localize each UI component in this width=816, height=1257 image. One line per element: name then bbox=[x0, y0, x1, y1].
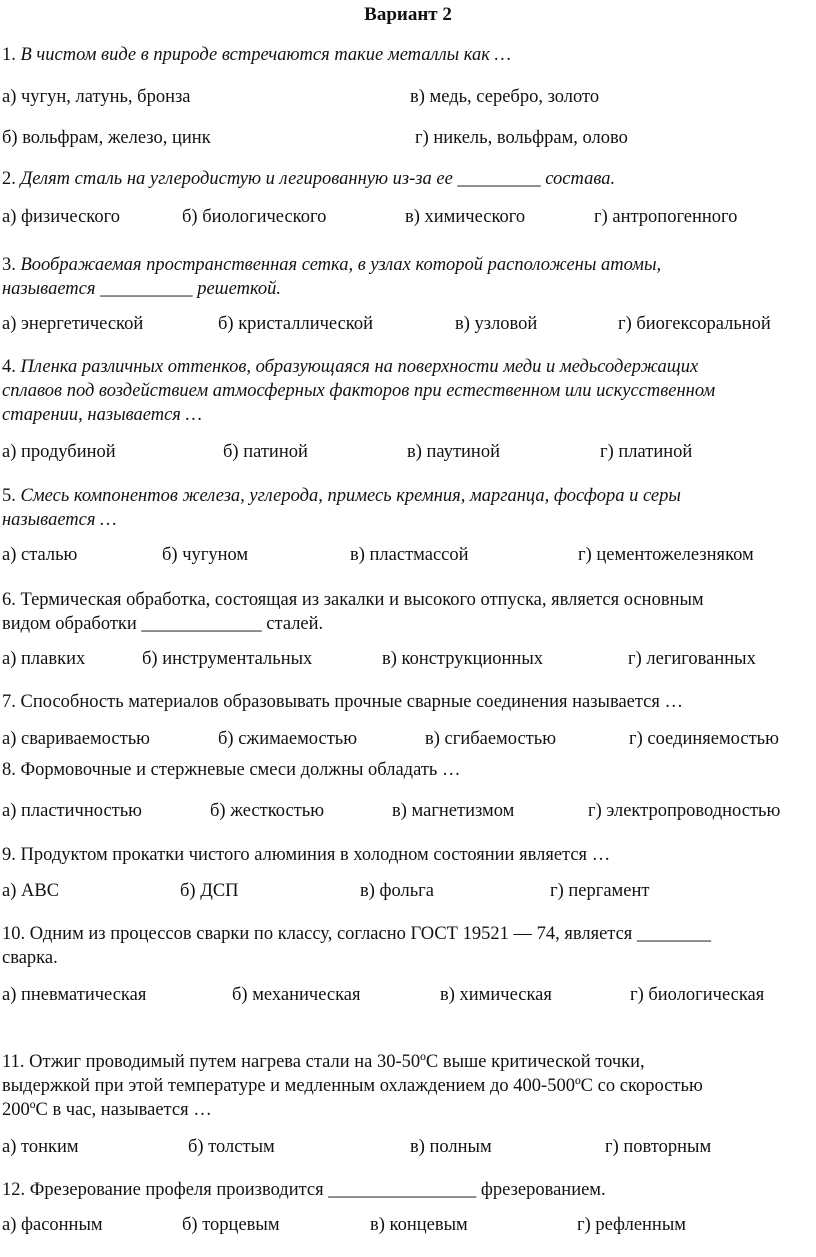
question-number: 2. bbox=[2, 169, 16, 189]
question-line bbox=[2, 253, 814, 277]
page-title: Вариант 2 bbox=[364, 4, 452, 25]
question-line bbox=[2, 379, 814, 403]
answer-option[interactable]: в) фольга bbox=[360, 881, 434, 901]
question-number: 1. bbox=[2, 45, 16, 65]
answer-option[interactable]: г) антропогенного bbox=[594, 207, 738, 227]
answer-option[interactable]: а) пластичностью bbox=[2, 801, 143, 821]
answer-option[interactable]: г) соединяемостью bbox=[629, 729, 779, 749]
answer-option[interactable]: б) биологического bbox=[182, 207, 327, 227]
question-number: 12. bbox=[2, 1180, 26, 1200]
question-text: старении, называется … bbox=[2, 405, 202, 425]
question-text: Продуктом прокатки чистого алюминия в холодном состоянии является … bbox=[15, 845, 611, 865]
answer-option[interactable]: а) сталью bbox=[2, 545, 78, 565]
question-line bbox=[2, 1050, 814, 1074]
question-text: Способность материалов образовывать прочные сварные соединения называется … bbox=[15, 692, 684, 712]
answer-option[interactable]: а) тонким bbox=[2, 1137, 79, 1157]
question-number: 6. bbox=[2, 590, 16, 610]
answer-option[interactable]: г) биогексоральной bbox=[618, 314, 771, 334]
question-line bbox=[2, 167, 814, 191]
answer-option[interactable]: б) торцевым bbox=[182, 1215, 280, 1235]
answer-option[interactable]: г) электропроводностью bbox=[588, 801, 781, 821]
question-text: Делят сталь на углеродистую и легированную из-за ее _________ состава. bbox=[15, 169, 616, 189]
question-number: 11. bbox=[2, 1052, 25, 1072]
answer-option[interactable]: г) никель, вольфрам, олово bbox=[415, 128, 628, 148]
question-line bbox=[2, 946, 814, 970]
question-text: видом обработки _____________ сталей. bbox=[2, 614, 324, 634]
question-text: 200ºС в час, называется … bbox=[2, 1100, 212, 1120]
question-text: Одним из процессов сварки по классу, согласно ГОСТ 19521 — 74, является ________ bbox=[25, 924, 711, 944]
answer-option[interactable]: б) толстым bbox=[188, 1137, 275, 1157]
answer-option[interactable]: г) платиной bbox=[600, 442, 693, 462]
question-number: 4. bbox=[2, 357, 16, 377]
question-line bbox=[2, 612, 814, 636]
answer-option[interactable]: а) пневматическая bbox=[2, 985, 147, 1005]
question-7 bbox=[2, 690, 814, 714]
question-line bbox=[2, 484, 814, 508]
answer-option[interactable]: а) продубиной bbox=[2, 442, 116, 462]
question-line bbox=[2, 355, 814, 379]
question-6 bbox=[2, 588, 814, 636]
answer-option[interactable]: б) сжимаемостью bbox=[218, 729, 358, 749]
question-line bbox=[2, 1098, 814, 1122]
question-9 bbox=[2, 843, 814, 867]
answer-option[interactable]: в) концевым bbox=[370, 1215, 468, 1235]
question-text: Отжиг проводимый путем нагрева стали на 30-50ºС выше критической точки, bbox=[24, 1052, 645, 1072]
question-line bbox=[2, 508, 814, 532]
answer-option[interactable]: г) легигованных bbox=[628, 649, 756, 669]
answer-option[interactable]: б) механическая bbox=[232, 985, 361, 1005]
answer-option[interactable]: а) фасонным bbox=[2, 1215, 103, 1235]
answer-option[interactable]: в) пластмассой bbox=[350, 545, 469, 565]
answer-option[interactable]: г) биологическая bbox=[630, 985, 765, 1005]
question-1 bbox=[2, 43, 814, 67]
answer-option[interactable]: а) плавких bbox=[2, 649, 86, 669]
question-line bbox=[2, 1178, 814, 1202]
question-line bbox=[2, 403, 814, 427]
question-12 bbox=[2, 1178, 814, 1202]
question-text: сплавов под воздействием атмосферных факторов при естественном или искусственном bbox=[2, 381, 716, 401]
question-line bbox=[2, 690, 814, 714]
question-2 bbox=[2, 167, 814, 191]
question-text: Фрезерование профеля производится ________________ фрезерованием. bbox=[25, 1180, 606, 1200]
question-text: сварка. bbox=[2, 948, 58, 968]
answer-option[interactable]: а) физического bbox=[2, 207, 120, 227]
question-line bbox=[2, 43, 814, 67]
answer-option[interactable]: в) узловой bbox=[455, 314, 538, 334]
question-number: 5. bbox=[2, 486, 16, 506]
question-5 bbox=[2, 484, 814, 532]
answer-option[interactable]: а) АВС bbox=[2, 881, 60, 901]
question-10 bbox=[2, 922, 814, 970]
question-line bbox=[2, 758, 814, 782]
answer-option[interactable]: в) медь, серебро, золото bbox=[410, 87, 600, 107]
question-number: 9. bbox=[2, 845, 16, 865]
question-line bbox=[2, 1074, 814, 1098]
answer-option[interactable]: б) чугуном bbox=[162, 545, 249, 565]
question-text: называется … bbox=[2, 510, 117, 530]
question-text: Смесь компонентов железа, углерода, примесь кремния, марганца, фосфора и серы bbox=[15, 486, 681, 506]
question-number: 3. bbox=[2, 255, 16, 275]
answer-option[interactable]: в) химического bbox=[405, 207, 526, 227]
answer-option[interactable]: г) повторным bbox=[605, 1137, 712, 1157]
answer-option[interactable]: б) инструментальных bbox=[142, 649, 313, 669]
question-text: называется __________ решеткой. bbox=[2, 279, 282, 299]
answer-option[interactable]: в) магнетизмом bbox=[392, 801, 515, 821]
answer-option[interactable]: а) чугун, латунь, бронза bbox=[2, 87, 191, 107]
question-3 bbox=[2, 253, 814, 301]
question-line bbox=[2, 277, 814, 301]
question-text: Воображаемая пространственная сетка, в узлах которой расположены атомы, bbox=[15, 255, 662, 275]
question-8 bbox=[2, 758, 814, 782]
answer-option[interactable]: в) сгибаемостью bbox=[425, 729, 557, 749]
question-text: В чистом виде в природе встречаются такие металлы как … bbox=[15, 45, 511, 65]
question-line bbox=[2, 588, 814, 612]
answer-option[interactable]: г) пергамент bbox=[550, 881, 650, 901]
answer-option[interactable]: б) ДСП bbox=[180, 881, 239, 901]
question-11 bbox=[2, 1050, 814, 1122]
answer-option[interactable]: б) кристаллической bbox=[218, 314, 373, 334]
answer-option[interactable]: г) цементожелезняком bbox=[578, 545, 754, 565]
question-text: Пленка различных оттенков, образующаяся на поверхности меди и медьсодержащих bbox=[15, 357, 699, 377]
answer-option[interactable]: а) энергетической bbox=[2, 314, 144, 334]
answer-option[interactable]: в) полным bbox=[410, 1137, 492, 1157]
question-number: 7. bbox=[2, 692, 16, 712]
question-line bbox=[2, 922, 814, 946]
answer-option[interactable]: б) жесткостью bbox=[210, 801, 325, 821]
question-number: 8. bbox=[2, 760, 16, 780]
answer-option[interactable]: г) рефленным bbox=[577, 1215, 686, 1235]
answer-option[interactable]: в) паутиной bbox=[407, 442, 500, 462]
question-text: Формовочные и стержневые смеси должны обладать … bbox=[15, 760, 461, 780]
question-4 bbox=[2, 355, 814, 427]
answer-option[interactable]: в) конструкционных bbox=[382, 649, 544, 669]
answer-option[interactable]: в) химическая bbox=[440, 985, 552, 1005]
question-number: 10. bbox=[2, 924, 26, 944]
answer-option[interactable]: а) свариваемостью bbox=[2, 729, 150, 749]
answer-option[interactable]: б) патиной bbox=[223, 442, 308, 462]
answer-option[interactable]: б) вольфрам, железо, цинк bbox=[2, 128, 211, 148]
question-text: Термическая обработка, состоящая из закалки и высокого отпуска, является основным bbox=[15, 590, 704, 610]
question-line bbox=[2, 843, 814, 867]
question-text: выдержкой при этой температуре и медленным охлаждением до 400-500ºС со скоростью bbox=[2, 1076, 703, 1096]
